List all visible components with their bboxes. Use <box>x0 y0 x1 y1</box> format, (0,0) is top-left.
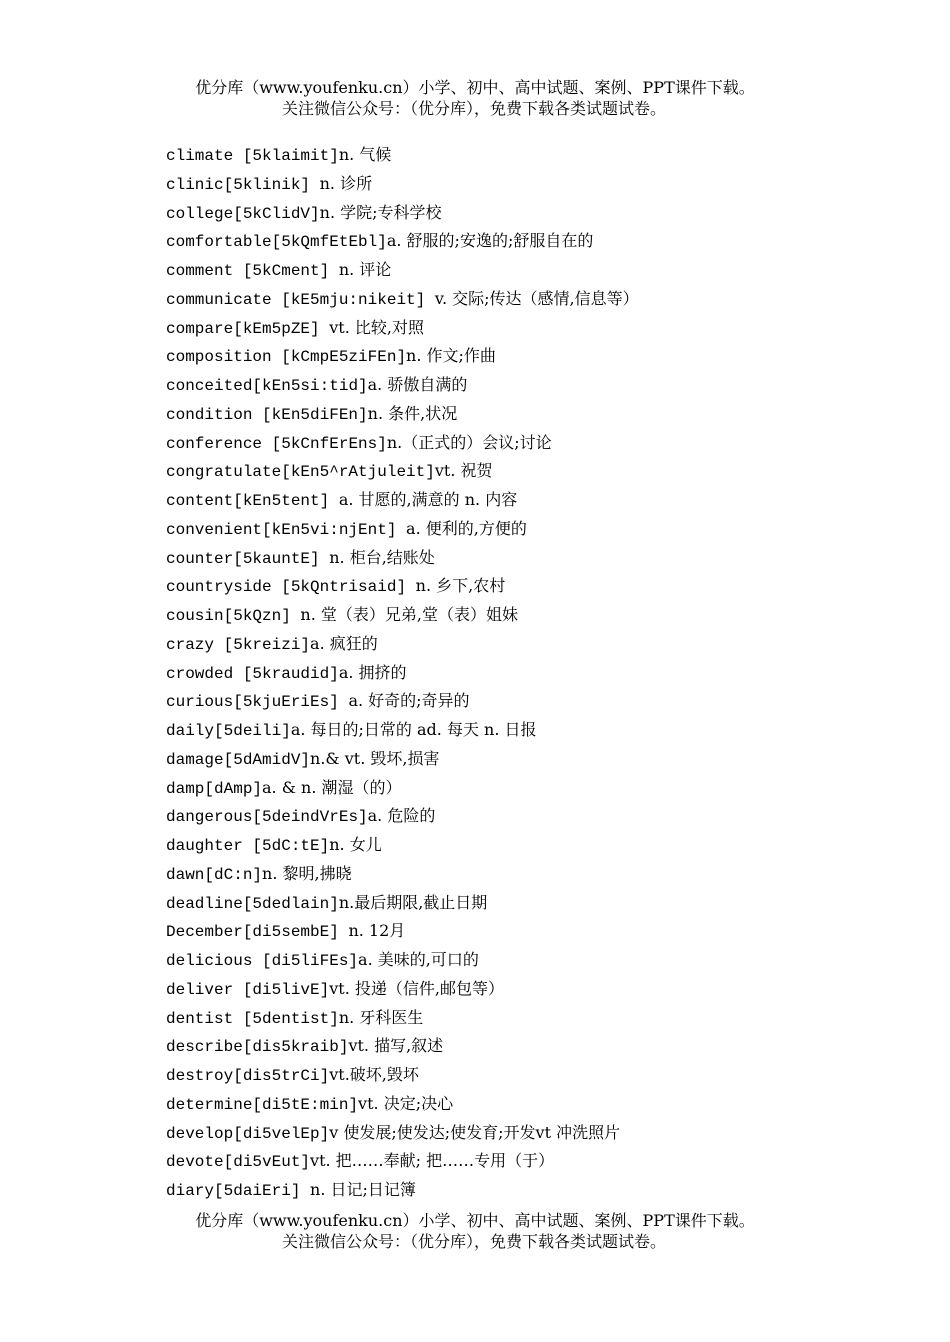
vocabulary-entry <box>166 371 886 400</box>
entry-definition: vt. 决定;决心 <box>358 1093 454 1113</box>
vocabulary-entry <box>166 572 886 601</box>
vocabulary-entry <box>166 1032 886 1061</box>
entry-definition: a. 拥挤的 <box>338 662 407 682</box>
entry-definition: a. 每日的;日常的 ad. 每天 n. 日报 <box>290 720 537 739</box>
entry-definition: vt. 投递（信件,邮包等） <box>329 978 504 998</box>
entry-phonetic: [5klaimit] <box>242 147 339 165</box>
entry-definition: a. 舒服的;安逸的;舒服自在的 <box>386 231 594 251</box>
entry-phonetic: [5kQmfEtEbl] <box>271 233 387 252</box>
entry-phonetic: [5kjuEriEs] <box>233 693 349 712</box>
entry-definition: vt. 祝贺 <box>434 461 493 481</box>
header-line-2: 关注微信公众号：（优分库），免费下载各类试题试卷。 <box>281 99 666 118</box>
entry-phonetic: [5kQzn] <box>223 607 301 625</box>
footer-line-1: 优分库（www.youfenku.cn）小学、初中、高中试题、案例、PPT课件下载。 <box>195 1211 755 1230</box>
entry-definition: a. & n. 潮湿（的） <box>262 777 402 797</box>
entry-phonetic: [kEn5tent] <box>233 492 339 510</box>
entry-definition: vt. 比较,对照 <box>329 317 424 337</box>
entry-definition: v. 交际;传达（感情,信息等） <box>434 288 639 308</box>
entry-definition: n.最后期限,截止日期 <box>338 892 488 912</box>
vocabulary-entry <box>166 975 886 1004</box>
entry-word: comfortable <box>166 233 272 252</box>
entry-definition: a. 危险的 <box>367 806 436 826</box>
entry-word: cousin <box>166 607 224 625</box>
vocabulary-entry <box>166 601 886 630</box>
vocabulary-entry <box>166 544 886 573</box>
vocabulary-entry <box>166 1061 886 1090</box>
entry-word: determine <box>166 1095 253 1114</box>
entry-word: college <box>166 204 234 223</box>
entry-phonetic: [5kCment] <box>242 262 339 280</box>
entry-phonetic: [5kreizi] <box>223 635 311 654</box>
entry-word: conference <box>166 434 272 453</box>
entry-definition: n. 作文;作曲 <box>406 346 496 366</box>
entry-phonetic: [5kraudid] <box>242 664 339 683</box>
header-line-1: 优分库（www.youfenku.cn）小学、初中、高中试题、案例、PPT课件下载。 <box>195 78 755 97</box>
footer-line-2: 关注微信公众号：（优分库），免费下载各类试题试卷。 <box>281 1232 666 1251</box>
entry-word: content <box>166 492 234 510</box>
vocabulary-entry <box>166 917 886 946</box>
entry-phonetic: [dC:n] <box>204 865 263 884</box>
entry-phonetic: [kEm5pZE] <box>233 319 330 338</box>
entry-definition: n. 诊所 <box>319 173 373 193</box>
entry-word: damp <box>166 779 205 798</box>
vocabulary-entry <box>166 342 886 371</box>
entry-word: December <box>166 923 243 942</box>
entry-definition: a. 疯狂的 <box>310 633 378 653</box>
entry-phonetic: [5dC:tE] <box>252 837 330 855</box>
vocabulary-entry <box>166 630 886 659</box>
entry-definition: v 使发展;使发达;使发育;开发vt 冲洗照片 <box>329 1122 621 1142</box>
entry-phonetic: [di5vEut] <box>223 1153 311 1172</box>
entry-word: daughter <box>166 837 253 855</box>
entry-phonetic: [di5tE:min] <box>252 1095 359 1114</box>
vocabulary-entry <box>166 831 886 860</box>
entry-definition: n. 女儿 <box>329 835 382 854</box>
entry-word: curious <box>166 693 234 712</box>
entry-definition: a. 美味的,可口的 <box>358 950 479 969</box>
entry-word: destroy <box>166 1067 234 1085</box>
vocabulary-entry <box>166 687 886 716</box>
vocabulary-entry <box>166 400 886 429</box>
entry-phonetic: [5dentist] <box>242 1009 339 1028</box>
vocabulary-entry <box>166 314 886 343</box>
entry-definition: a. 骄傲自满的 <box>367 375 468 394</box>
entry-word: composition <box>166 348 282 367</box>
entry-phonetic: [5deili] <box>214 722 291 740</box>
entry-word: damage <box>166 750 224 769</box>
entry-phonetic: [5dedlain] <box>242 894 339 913</box>
entry-word: describe <box>166 1038 243 1057</box>
entry-definition: n. 12月 <box>348 921 406 941</box>
entry-phonetic: [kEn5si:tid] <box>252 377 368 395</box>
entry-phonetic: [5klinik] <box>223 175 320 194</box>
entry-word: climate <box>166 147 243 165</box>
entry-word: deliver <box>166 980 243 999</box>
entry-phonetic: [5kQntrisaid] <box>281 578 416 597</box>
vocabulary-entry <box>166 659 886 688</box>
entry-word: diary <box>166 1182 215 1200</box>
entry-phonetic: [5dAmidV] <box>223 750 311 769</box>
entry-definition: n. 乡下,农村 <box>415 576 506 596</box>
entry-word: communicate <box>166 290 282 309</box>
vocabulary-entry <box>166 802 886 831</box>
entry-definition: n. 堂（表）兄弟,堂（表）姐妹 <box>300 605 518 624</box>
entry-word: comment <box>166 262 243 280</box>
vocabulary-entry <box>166 486 886 515</box>
entry-definition: n. 柜台,结账处 <box>329 547 435 567</box>
entry-phonetic: [5kClidV] <box>233 204 320 223</box>
entry-phonetic: [dis5kraib] <box>242 1038 349 1057</box>
entry-definition: n. 评论 <box>338 260 392 279</box>
entry-phonetic: [di5sembE] <box>242 923 349 942</box>
entry-word: crowded <box>166 664 243 683</box>
entry-word: condition <box>166 405 263 424</box>
vocabulary-entry <box>166 946 886 975</box>
entry-phonetic: [kEn5vi:njEnt] <box>262 520 407 539</box>
vocabulary-entry <box>166 457 886 486</box>
entry-phonetic: [5deindVrEs] <box>252 808 368 827</box>
entry-word: convenient <box>166 520 263 539</box>
entry-word: clinic <box>166 175 224 194</box>
entry-word: dawn <box>166 865 205 884</box>
vocabulary-entry <box>166 199 886 228</box>
entry-phonetic: [di5velEp] <box>233 1124 330 1143</box>
entry-word: daily <box>166 722 215 740</box>
entry-word: counter <box>166 549 234 568</box>
vocabulary-entry <box>166 1090 886 1119</box>
entry-definition: vt. 描写,叙述 <box>348 1036 444 1056</box>
entry-word: develop <box>166 1124 234 1143</box>
entry-phonetic: [kEn5diFEn] <box>262 405 368 424</box>
entry-word: deadline <box>166 894 243 913</box>
entry-definition: n. 条件,状况 <box>367 403 458 423</box>
vocabulary-entry <box>166 745 886 774</box>
vocabulary-entry <box>166 860 886 889</box>
entry-word: compare <box>166 319 234 338</box>
entry-phonetic: [kEn5^rAtjuleit] <box>281 463 435 482</box>
vocabulary-list <box>166 141 886 1205</box>
entry-definition: vt. 把……奉献; 把……专用（于） <box>310 1151 555 1171</box>
entry-definition: n. 黎明,拂晓 <box>262 863 352 883</box>
entry-word: dentist <box>166 1009 243 1028</box>
entry-word: devote <box>166 1153 224 1172</box>
vocabulary-entry <box>166 1147 886 1176</box>
vocabulary-entry <box>166 170 886 199</box>
entry-word: countryside <box>166 578 282 597</box>
entry-word: dangerous <box>166 808 253 827</box>
entry-phonetic: [di5liFEs] <box>262 952 359 970</box>
entry-definition: n.& vt. 毁坏,损害 <box>310 748 440 768</box>
vocabulary-entry <box>166 716 886 745</box>
entry-phonetic: [5kCnfErEns] <box>271 434 387 453</box>
entry-definition: vt.破坏,毁坏 <box>329 1065 419 1084</box>
entry-phonetic: [dAmp] <box>204 779 263 798</box>
entry-phonetic: [kCmpE5ziFEn] <box>281 348 407 367</box>
entry-phonetic: [5kauntE] <box>233 549 330 568</box>
entry-definition: n. 学院;专科学校 <box>319 202 442 222</box>
entry-word: delicious <box>166 952 263 970</box>
entry-phonetic: [kE5mju:nikeit] <box>281 290 435 309</box>
entry-definition: n. 日记;日记簿 <box>310 1180 416 1199</box>
entry-definition: a. 便利的,方便的 <box>406 518 527 538</box>
vocabulary-entry <box>166 141 886 170</box>
vocabulary-entry <box>166 774 886 803</box>
entry-word: conceited <box>166 377 253 395</box>
page-header <box>0 77 950 119</box>
entry-phonetic: [5daiEri] <box>214 1182 311 1200</box>
entry-definition: a. 好奇的;奇异的 <box>348 691 470 711</box>
entry-word: congratulate <box>166 463 282 482</box>
vocabulary-entry <box>166 1004 886 1033</box>
vocabulary-entry <box>166 429 886 458</box>
entry-definition: a. 甘愿的,满意的 n. 内容 <box>338 490 518 509</box>
vocabulary-entry <box>166 256 886 285</box>
vocabulary-entry <box>166 1176 886 1205</box>
vocabulary-entry <box>166 227 886 256</box>
page-footer <box>0 1210 950 1252</box>
entry-phonetic: [di5livE] <box>242 980 330 999</box>
vocabulary-entry <box>166 285 886 314</box>
vocabulary-entry <box>166 515 886 544</box>
entry-definition: n.（正式的）会议;讨论 <box>386 432 552 452</box>
vocabulary-entry <box>166 1119 886 1148</box>
vocabulary-entry <box>166 889 886 918</box>
entry-definition: n. 牙科医生 <box>338 1007 424 1027</box>
entry-definition: n. 气候 <box>338 145 392 164</box>
entry-word: crazy <box>166 635 224 654</box>
entry-phonetic: [dis5trCi] <box>233 1067 330 1085</box>
